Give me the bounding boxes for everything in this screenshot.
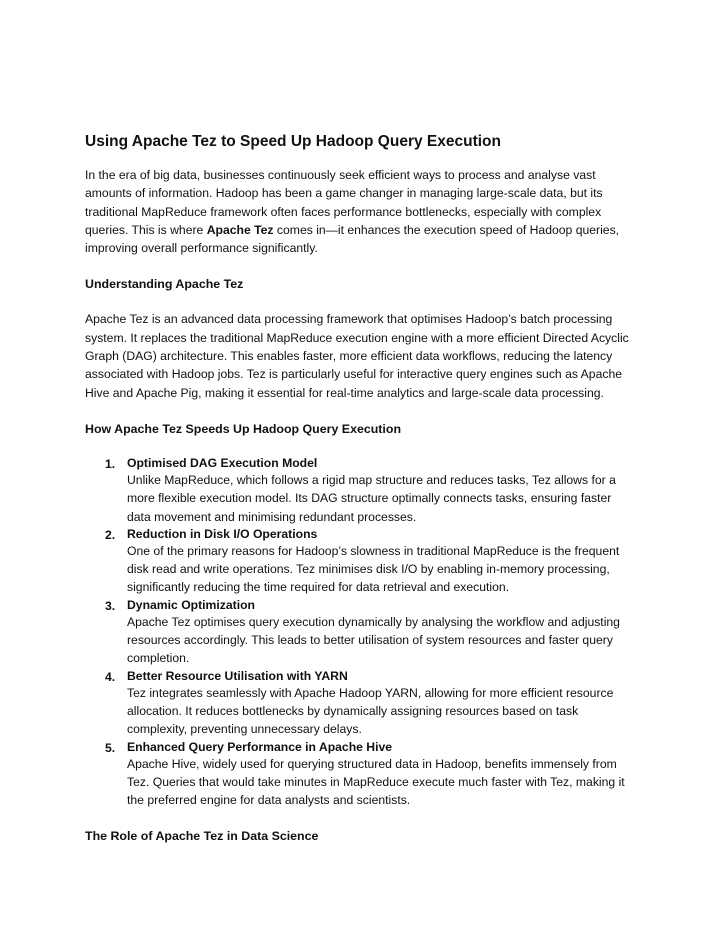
list-item-title: Reduction in Disk I/O Operations: [127, 526, 318, 541]
section-heading-how-tez-speeds-up: How Apache Tez Speeds Up Hadoop Query Execution: [85, 421, 402, 436]
list-item-title: Better Resource Utilisation with YARN: [127, 668, 348, 683]
list-item-description: One of the primary reasons for Hadoop’s slowness in traditional MapReduce is the frequent disk read and write operations. Tez minimises disk I/O by enabling in-memory processing, significantly reducing the time required for data retrieval and execution.: [127, 543, 620, 595]
intro-paragraph: [85, 166, 633, 257]
list-item: [85, 739, 633, 810]
understanding-paragraph: Apache Tez is an advanced data processing framework that optimises Hadoop’s batch processing system. It replaces the traditional MapReduce execution engine with a more efficient Directed Acyclic Graph (DAG) architecture. This enables faster, more efficient data workflows, reducing the latency associated with Hadoop jobs. Tez is particularly useful for interactive query engines such as Apache Hive and Apache Pig, making it essential for real-time analytics and large-scale data processing.: [85, 312, 629, 400]
list-item: [85, 455, 633, 526]
intro-text-end: comes in—it enhances the execution speed of Hadoop queries, improving overall performance significantly.: [85, 222, 620, 256]
list-item-description: Unlike MapReduce, which follows a rigid map structure and reduces tasks, Tez allows for a more flexible execution model. Its DAG structure optimally connects tasks, ensuring faster data movement and minimising redundant processes.: [127, 472, 616, 524]
list-item-number: 4.: [105, 669, 116, 684]
list-item-title: Optimised DAG Execution Model: [127, 455, 318, 470]
list-item-description: Apache Tez optimises query execution dynamically by analysing the workflow and adjusting resources accordingly. This leads to better utilisation of system resources and faster query completion.: [127, 614, 620, 666]
list-item: [85, 668, 633, 739]
list-item-number: 1.: [105, 456, 116, 471]
list-item-description: Tez integrates seamlessly with Apache Hadoop YARN, allowing for more efficient resource allocation. It reduces bottlenecks by dynamically assigning resources based on task complexity, preventing unnecessary delays.: [127, 685, 614, 737]
document-content: [85, 132, 633, 862]
list-item: [85, 597, 633, 668]
list-item-number: 5.: [105, 740, 116, 755]
intro-text-start: In the era of big data, businesses continuously seek efficient ways to process and analyse vast amounts of information. Hadoop has been a game changer in managing large-scale data, but its traditional MapReduce framework often faces performance bottlenecks, especially with complex queries. This is where: [85, 168, 603, 237]
list-item: [85, 526, 633, 597]
intro-bold-term: Apache Tez: [206, 222, 274, 237]
section-heading-understanding: Understanding Apache Tez: [85, 277, 244, 292]
document-title: Using Apache Tez to Speed Up Hadoop Query Execution: [85, 133, 501, 150]
numbered-list: [85, 455, 633, 809]
list-item-description: Apache Hive, widely used for querying structured data in Hadoop, benefits immensely from Tez. Queries that would take minutes in MapReduce execute much faster with Tez, making it the preferred engine for data analysts and scientists.: [127, 756, 625, 808]
list-item-number: 3.: [105, 598, 116, 613]
list-item-title: Dynamic Optimization: [127, 597, 255, 612]
list-item-number: 2.: [105, 527, 116, 542]
section-heading-data-science: The Role of Apache Tez in Data Science: [85, 829, 319, 844]
list-item-title: Enhanced Query Performance in Apache Hive: [127, 739, 393, 754]
